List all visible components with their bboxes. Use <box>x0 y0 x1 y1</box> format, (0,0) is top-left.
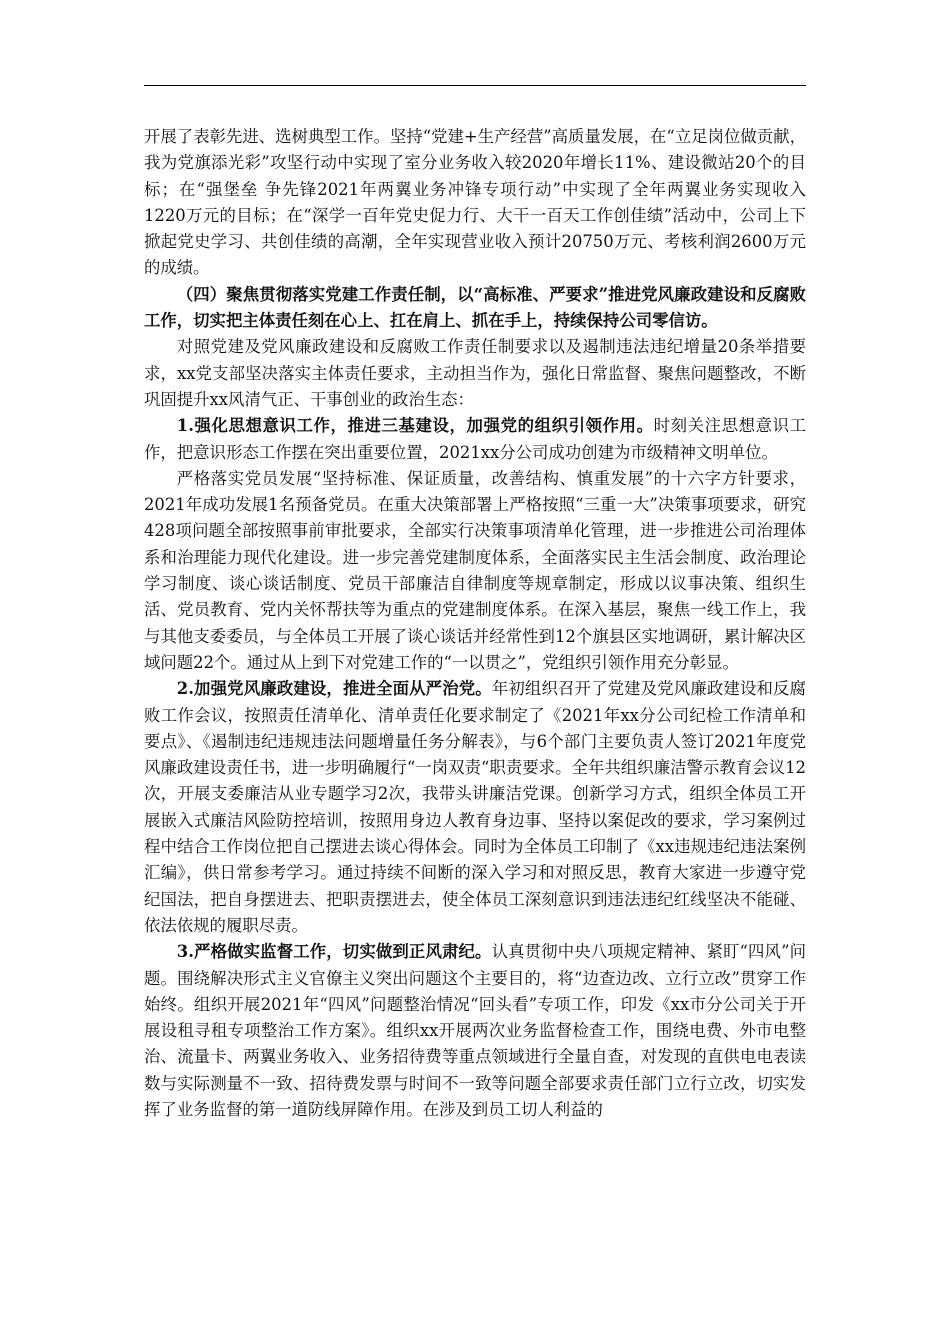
section-heading-4: （四）聚焦贯彻落实党建工作责任制，以“高标准、严要求”推进党风廉政建设和反腐败工作，切实把主体责任刻在心上、扛在肩上、抓在手上，持续保持公司零信访。 <box>144 284 806 331</box>
paragraph-party-development: 严格落实党员发展“坚持标准、保证质量，改善结构、慎重发展”的十六字方针要求， 2021年成功发展1名预备党员。在重大决策部署上严格按照“三重一大”决策事项要求，研究428项问题全部按照事前审批要求，全部实行决策事项清单化管理，进一步推进公司治理体系和治理能力现代化建设。进一步完善党建制度体系，全面落实民主生活会制度、政治理论学习制度、谈心谈话制度、党员干部廉洁自律制度等规章制定，形成以议事决策、组织生活、党员教育、党内关怀帮扶等为重点的党建制度体系。在深入基层，聚焦一线工作上，我与其他支委委员，与全体员工开展了谈心谈话并经常性到12个旗县区实地调研，累计解决区域问题22个。通过从上到下对党建工作的“一以贯之”，党组织引领作用充分彰显。 <box>144 468 806 672</box>
item-1-lead: 1.强化思想意识工作，推进三基建设，加强党的组织引领作用。 <box>176 416 654 436</box>
paragraph-item-1 <box>144 413 806 466</box>
item-3-text: 认真贯彻中央八项规定精神、紧盯“四风”问题。围绕解决形式主义官僚主义突出问题这个主要目的，将“边查边改、立行立改”贯穿工作始终。组织开展2021年“四风”问题整治情况“回头看”专项工作，印发《xx市分公司关于开展设租寻租专项整治工作方案》。组织xx开展两次业务监督检查工作，围绕电费、外市电整治、流量卡、两翼业务收入、业务招待费等重点领域进行全量自查，对发现的直供电电表读数与实际测量不一致、招待费发票与时间不一致等问题全部要求责任部门立行立改，切实发挥了业务监督的第一道防线屏障作用。在涉及到员工切人利益的 <box>144 942 806 1119</box>
document-body <box>144 124 806 1123</box>
item-3-lead: 3.严格做实监督工作，切实做到正风肃纪。 <box>176 942 492 962</box>
paragraph-item-2 <box>144 676 806 939</box>
paragraph-continuation: 开展了表彰先进、选树典型工作。坚持“党建+生产经营”高质量发展，在“立足岗位做贡献，我为党旗添光彩”攻坚行动中实现了室分业务收入较2020年增长11%、建设微站20个的目标；在“强堡垒 争先锋2021年两翼业务冲锋专项行动”中实现了全年两翼业务实现收入1220万元的目标；在“深学一百年党史促力行、大干一百天工作创佳绩”活动中，公司上下掀起党史学习、共创佳绩的高潮，全年实现营业收入预计20750万元、考核利润2600万元的成绩。 <box>144 127 806 278</box>
item-2-text: 年初组织召开了党建及党风廉政建设和反腐败工作会议，按照责任清单化、清单责任化要求制定了《2021年xx分公司纪检工作清单和要点》、《遏制违纪违规违法问题增量任务分解表》，与6个部门主要负责人签订2021年度党风廉政建设责任书，进一步明确履行“一岗双责“职责要求。全年共组织廉洁警示教育会议12次，开展支委廉洁从业专题学习2次，我带头讲廉洁党课。创新学习方式，组织全体员工开展嵌入式廉洁风险防控培训，按照用身边人教育身边事、坚持以案促改的要求，学习案例过程中结合工作岗位把自己摆进去谈心得体会。同时为全体员工印制了《xx违规违纪违法案例汇编》，供日常参考学习。通过持续不间断的深入学习和对照反思，教育大家进一步遵守党纪国法，把自身摆进去、把职责摆进去，使全体员工深刻意识到违法违纪红线坚决不能碰、依法依规的履职尽责。 <box>144 679 806 935</box>
item-1-text: 时刻关注思想意识工作，把意识形态工作摆在突出重要位置，2021xx分公司成功创建为市级精神文明单位。 <box>144 416 807 462</box>
header-rule <box>144 85 806 86</box>
paragraph-item-3 <box>144 939 806 1123</box>
paragraph-intro: 对照党建及党风廉政建设和反腐败工作责任制要求以及遏制违法违纪增量20条举措要求，xx党支部坚决落实主体责任要求，主动担当作为，强化日常监督、聚焦问题整改，不断巩固提升xx风清气正、干事创业的政治生态： <box>144 337 806 409</box>
item-2-lead: 2.加强党风廉政建设，推进全面从严治党。 <box>176 679 492 699</box>
